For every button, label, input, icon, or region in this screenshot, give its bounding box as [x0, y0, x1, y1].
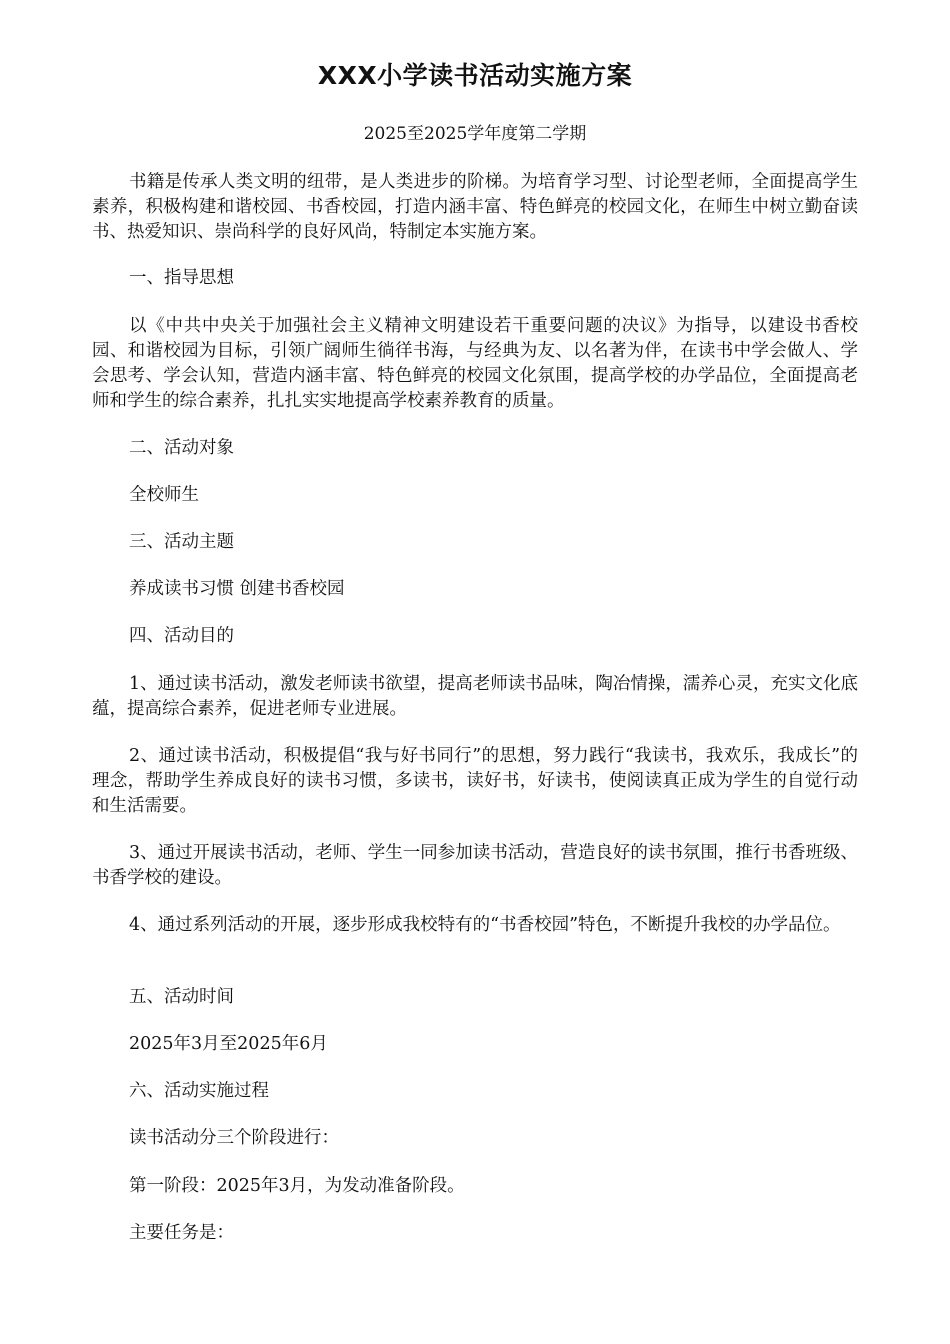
main-tasks-paragraph: 主要任务是： [129, 1223, 234, 1243]
section-heading-purpose: 四、活动目的 [129, 626, 234, 646]
intro-paragraph: 书籍是传承人类文明的纽带，是人类进步的阶梯。为培育学习型、讨论型老师，全面提高学生素养，积极构建和谐校园、书香校园，打造内涵丰富、特色鲜亮的校园文化，在师生中树立勤奋读书、热爱知识、崇尚科学的良好风尚，特制定本实施方案。 [92, 172, 858, 242]
purpose-item-1: 1、通过读书活动，激发老师读书欲望，提高老师读书品味，陶冶情操，濡养心灵，充实文化底蕴，提高综合素养，促进老师专业进展。 [92, 674, 858, 719]
purpose-item-2: 2、通过读书活动，积极提倡“我与好书同行”的思想，努力践行“我读书，我欢乐，我成长”的理念，帮助学生养成良好的读书习惯，多读书，读好书，好读书，使阅读真正成为学生的自觉行动和生活需要。 [92, 746, 858, 816]
theme-paragraph: 养成读书习惯 创建书香校园 [129, 579, 345, 599]
time-paragraph: 2025年3月至2025年6月 [129, 1034, 328, 1054]
section-heading-theme: 三、活动主题 [129, 532, 234, 552]
section-heading-target: 二、活动对象 [129, 438, 234, 458]
target-paragraph: 全校师生 [129, 485, 199, 505]
section-heading-time: 五、活动时间 [129, 987, 234, 1007]
guiding-thought-paragraph: 以《中共中央关于加强社会主义精神文明建设若干重要问题的决议》为指导，以建设书香校园、和谐校园为目标，引领广阔师生徜徉书海，与经典为友、以名著为伴，在读书中学会做人、学会思考、学会认知，营造内涵丰富、特色鲜亮的校园文化氛围，提高学校的办学品位，全面提高老师和学生的综合素养，扎扎实实地提高学校素养教育的质量。 [92, 316, 858, 411]
stage-one-paragraph: 第一阶段：2025年3月，为发动准备阶段。 [129, 1176, 465, 1196]
purpose-item-4: 4、通过系列活动的开展，逐步形成我校特有的“书香校园”特色，不断提升我校的办学品位。 [129, 915, 841, 935]
document-subtitle: 2025至2025学年度第二学期 [363, 124, 587, 144]
section-heading-guiding-thought: 一、指导思想 [129, 268, 234, 288]
process-intro-paragraph: 读书活动分三个阶段进行： [129, 1128, 339, 1148]
document-title: XXX小学读书活动实施方案 [317, 61, 633, 90]
purpose-item-3: 3、通过开展读书活动，老师、学生一同参加读书活动，营造良好的读书氛围，推行书香班级、书香学校的建设。 [92, 843, 858, 888]
section-heading-process: 六、活动实施过程 [129, 1081, 269, 1101]
